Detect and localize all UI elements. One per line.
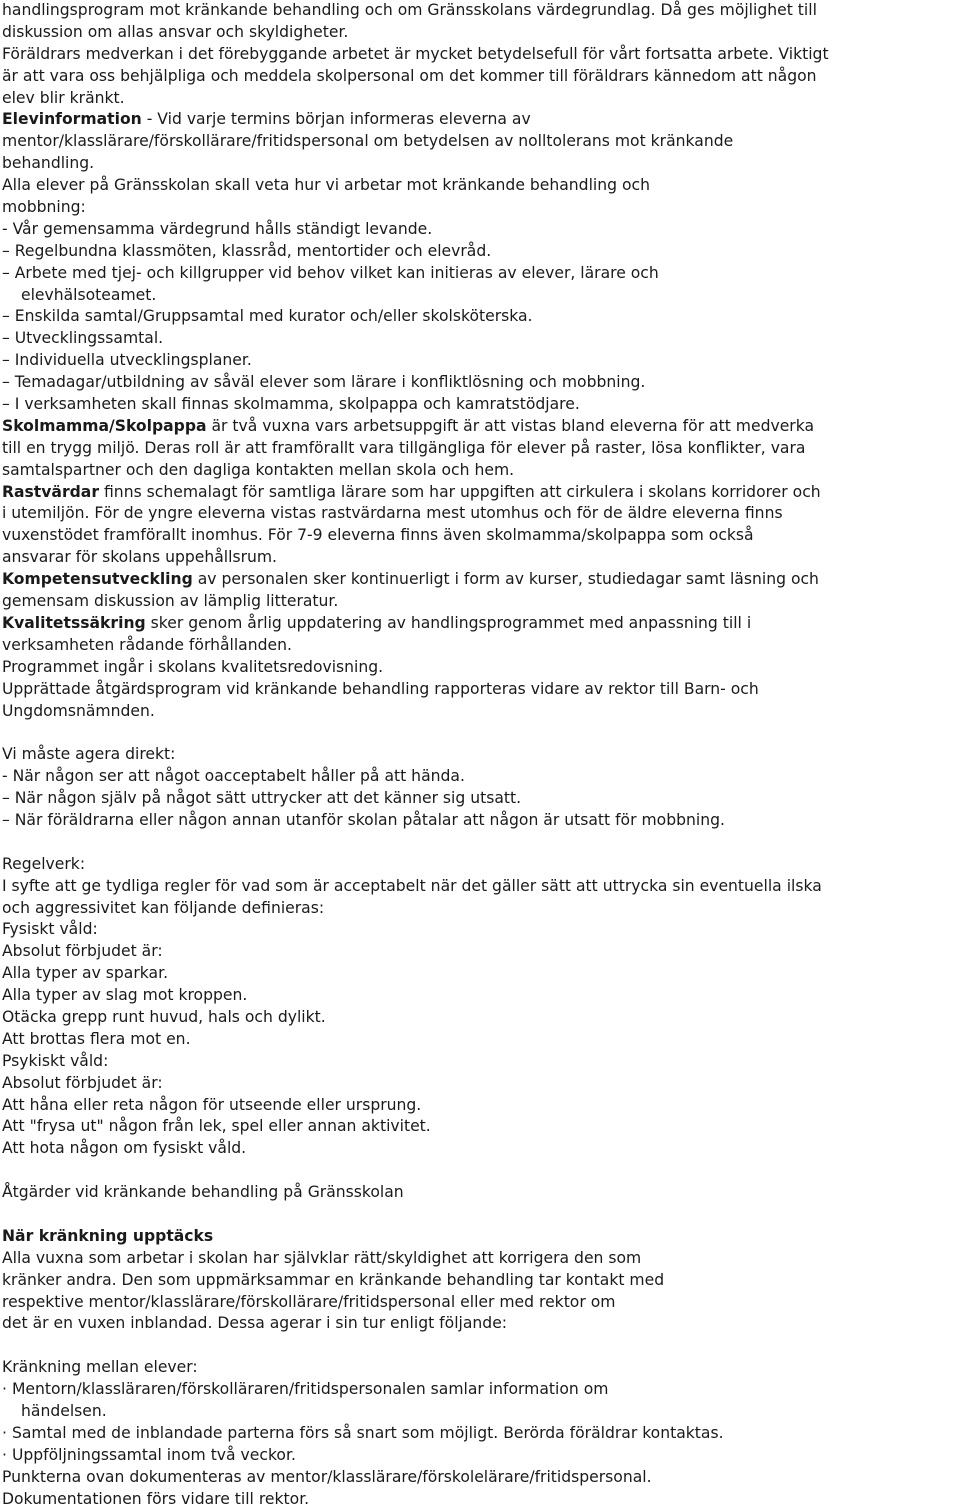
dash-marker: – (2, 329, 10, 348)
text-line: Alla elever på Gränsskolan skall veta hur vi arbetar mot kränkande behandling och (2, 176, 650, 195)
bullet-marker: · (2, 1380, 7, 1399)
bullet-marker: · (2, 1423, 7, 1442)
text-line: kränker andra. Den som uppmärksammar en kränkande behandling tar kontakt med (2, 1270, 665, 1289)
text-run: Enskilda samtal/Gruppsamtal med kurator och/eller skolsköterska. (14, 307, 533, 326)
text-line: handlingsprogram mot kränkande behandling och om Gränsskolans värdegrundlag. Då ges möjlighet till (2, 1, 817, 19)
text-line: - När någon ser att något oacceptabelt håller på att hända. (2, 767, 465, 786)
blank-line (2, 722, 954, 744)
text-line: respektive mentor/klasslärare/förskollärare/fritidspersonal eller med rektor om (2, 1292, 616, 1311)
section-act (2, 744, 954, 832)
text-run: Regelbundna klassmöten, klassråd, mentortider och elevråd. (14, 241, 492, 260)
text-line: Psykiskt våld: (2, 1051, 109, 1070)
text-line (2, 416, 954, 438)
text-run: Utvecklingssamtal. (14, 329, 164, 348)
text-line: till en trygg miljö. Deras roll är att framförallt vara tillgängliga för elever på raster, lösa konflikter, vara (2, 438, 806, 457)
bullet-list-item-continuation: händelsen. (21, 1402, 107, 1420)
text-line: Ungdomsnämnden. (2, 701, 155, 720)
text-run: När någon själv på något sätt uttrycker att det känner sig utsatt. (14, 789, 522, 808)
text-run: finns schemalagt för samtliga lärare som har uppgiften att cirkulera i skolans korridorer och (99, 482, 821, 501)
text-run: När föräldrarna eller någon annan utanför skolan påtalar att någon är utsatt för mobbning. (14, 810, 725, 829)
text-line: vuxenstödet framförallt inomhus. För 7-9 eleverna finns även skolmamma/skolpappa som också (2, 526, 754, 545)
paragraph-parents (2, 44, 954, 110)
section-heading-measures: Åtgärder vid kränkande behandling på Gränsskolan (2, 1183, 404, 1202)
section-heading (2, 1226, 954, 1248)
text-line: Punkterna ovan dokumenteras av mentor/klasslärare/förskolelärare/fritidspersonal. (2, 1467, 652, 1486)
dash-list-item (2, 372, 954, 394)
dash-marker: – (2, 241, 10, 260)
paragraph-kompetens (2, 569, 954, 613)
bold-term: Skolmamma/Skolpappa (2, 416, 207, 435)
dash-marker: – (2, 789, 10, 808)
text-run: Individuella utvecklingsplaner. (14, 351, 252, 370)
dash-marker: – (2, 307, 10, 326)
text-line: Föräldrars medverkan i det förebyggande arbetet är mycket betydelsefull för vårt fortsatta arbete. Viktigt (2, 44, 829, 63)
text-run: är två vuxna vars arbetsuppgift är att vistas bland eleverna för att medverka (206, 416, 815, 435)
paragraph-all-students (2, 175, 954, 241)
text-line: - Vår gemensamma värdegrund hålls ständigt levande. (2, 219, 433, 238)
text-line: mentor/klasslärare/förskollärare/fritidspersonal om betydelsen av nolltolerans mot kränkande (2, 132, 734, 151)
blank-line (2, 1204, 954, 1226)
paragraph-skolmamma (2, 416, 954, 482)
dash-list-item (2, 350, 954, 372)
paragraph-student-info (2, 109, 954, 175)
bullet-list-item (2, 1379, 954, 1401)
dash-list-item (2, 263, 954, 285)
text-line: Alla typer av slag mot kroppen. (2, 986, 248, 1005)
text-line: Alla typer av sparkar. (2, 964, 169, 983)
dash-marker: – (2, 810, 10, 829)
dash-list-item (2, 306, 954, 328)
text-line: Otäcka grepp runt huvud, hals och dylikt. (2, 1007, 326, 1026)
bullet-list-item (2, 1423, 954, 1445)
blank-line (2, 832, 954, 854)
text-line: Absolut förbjudet är: (2, 1073, 163, 1092)
text-run: Uppföljningssamtal inom två veckor. (11, 1445, 296, 1464)
text-line (2, 613, 954, 635)
dash-marker: – (2, 263, 10, 282)
bold-term: Kompetensutveckling (2, 570, 193, 589)
text-line: är att vara oss behjälpliga och meddela skolpersonal om det kommer till föräldrars kännedom att någon (2, 66, 817, 85)
bullet-marker: · (2, 1445, 7, 1464)
text-run: Mentorn/klassläraren/förskolläraren/fritidspersonalen samlar information om (11, 1380, 609, 1399)
text-line: behandling. (2, 154, 95, 173)
dash-list-item (2, 328, 954, 350)
bullet-list-item (2, 1445, 954, 1467)
text-run: Arbete med tjej- och killgrupper vid behov vilket kan initieras av elever, lärare och (14, 263, 659, 282)
text-line: i utemiljön. För de yngre eleverna vistas rastvärdarna mest utomhus och för de äldre eleverna finns (2, 504, 783, 523)
section-students (2, 1357, 954, 1510)
paragraph-program (2, 657, 954, 723)
text-line: Fysiskt våld: (2, 920, 98, 939)
dash-marker: – (2, 373, 10, 392)
text-line: samtalspartner och den dagliga kontakten mellan skola och hem. (2, 460, 515, 479)
dash-list-item (2, 810, 954, 832)
text-line: Programmet ingår i skolans kvalitetsredovisning. (2, 657, 384, 676)
text-run: sker genom årlig uppdatering av handlingsprogrammet med anpassning till i (145, 613, 752, 632)
dash-list-item-continuation: elevhälsoteamet. (21, 285, 157, 304)
text-line: Upprättade åtgärdsprogram vid kränkande behandling rapporteras vidare av rektor till Barn- och (2, 679, 759, 698)
text-line: I syfte att ge tydliga regler för vad som är acceptabelt när det gäller sätt att uttrycka sin eventuella ilska (2, 876, 822, 895)
text-line: gemensam diskussion av lämplig litteratur. (2, 592, 339, 611)
text-line: ansvarar för skolans uppehållsrum. (2, 548, 278, 567)
bold-term: Elevinformation (2, 110, 142, 129)
text-line (2, 569, 954, 591)
paragraph-kvalitet (2, 613, 954, 657)
text-run: Samtal med de inblandade parterna förs så snart som möjligt. Berörda föräldrar kontaktas. (11, 1423, 724, 1442)
section-heading: Kränkning mellan elever: (2, 1358, 198, 1377)
text-line: diskussion om allas ansvar och skyldigheter. (2, 22, 349, 41)
bold-heading: När kränkning upptäcks (2, 1226, 214, 1245)
blank-line (2, 1335, 954, 1357)
blank-line (2, 1160, 954, 1182)
text-line: det är en vuxen inblandad. Dessa agerar i sin tur enligt följande: (2, 1314, 508, 1333)
text-run: av personalen sker kontinuerligt i form av kurser, studiedagar samt läsning och (192, 570, 819, 589)
text-line: Alla vuxna som arbetar i skolan har självklar rätt/skyldighet att korrigera den som (2, 1248, 642, 1267)
dash-marker: – (2, 351, 10, 370)
text-line: mobbning: (2, 198, 86, 217)
text-run: - Vid varje termins början informeras eleverna av (141, 110, 531, 129)
text-line: Absolut förbjudet är: (2, 942, 163, 961)
text-line: Att hota någon om fysiskt våld. (2, 1139, 247, 1158)
dash-list-item (2, 788, 954, 810)
paragraph-rastvardar (2, 482, 954, 570)
text-line: Att "frysa ut" någon från lek, spel eller annan aktivitet. (2, 1117, 431, 1136)
text-line: verksamheten rådande förhållanden. (2, 635, 292, 654)
text-line: Dokumentationen förs vidare till rektor. (2, 1489, 310, 1508)
section-heading: Regelverk: (2, 854, 86, 873)
text-line: Att håna eller reta någon för utseende eller ursprung. (2, 1095, 422, 1114)
section-detect (2, 1226, 954, 1335)
text-run: I verksamheten skall finnas skolmamma, skolpappa och kamratstödjare. (14, 395, 580, 414)
dash-list-item (2, 394, 954, 416)
section-heading: Vi måste agera direkt: (2, 745, 176, 764)
dash-list-item (2, 241, 954, 263)
bold-term: Kvalitetssäkring (2, 613, 146, 632)
text-line (2, 109, 954, 131)
text-line: Att brottas flera mot en. (2, 1029, 191, 1048)
measures-dash-list (2, 241, 954, 416)
dash-marker: – (2, 395, 10, 414)
paragraph-intro (2, 0, 954, 44)
text-run: Temadagar/utbildning av såväl elever som lärare i konfliktlösning och mobbning. (14, 373, 646, 392)
text-line (2, 482, 954, 504)
text-line: elev blir kränkt. (2, 88, 125, 107)
bold-term: Rastvärdar (2, 482, 100, 501)
text-line: och aggressivitet kan följande definieras: (2, 898, 325, 917)
section-rules (2, 854, 954, 1160)
